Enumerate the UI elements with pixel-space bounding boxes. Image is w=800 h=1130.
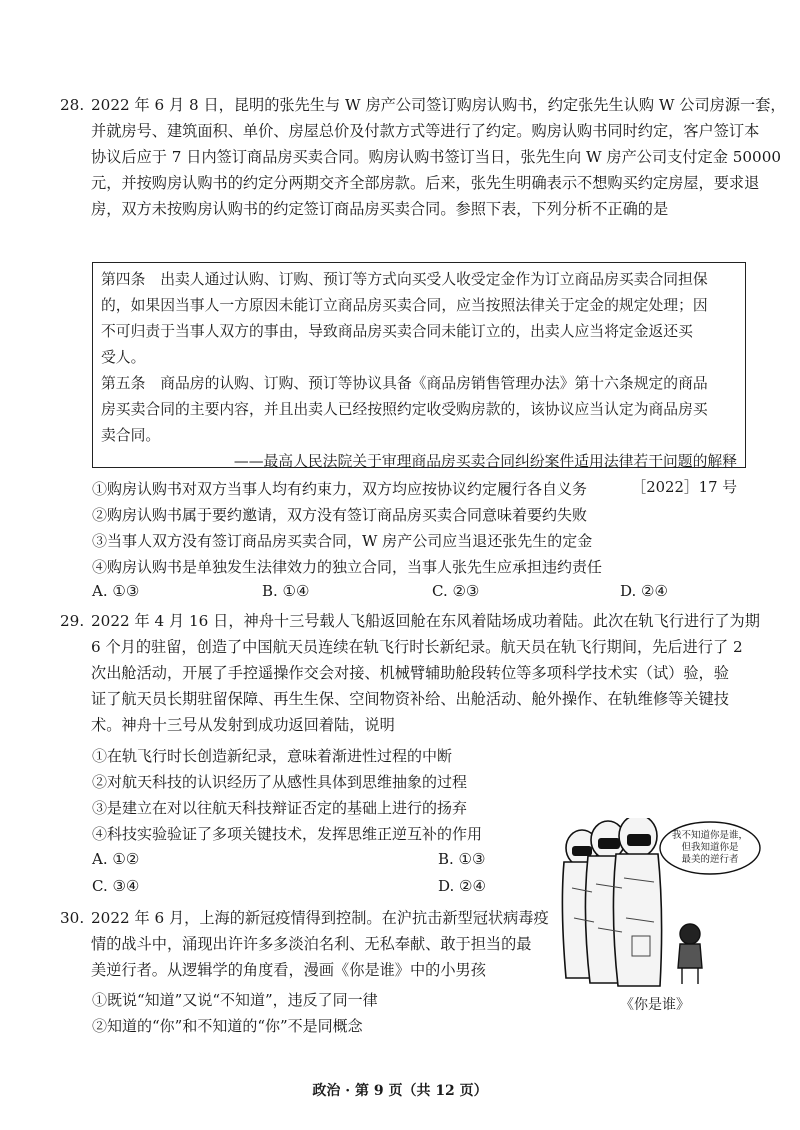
speech-line: 我不知道你是谁， (671, 830, 749, 841)
excerpt-line: 房买卖合同的主要内容，并且出卖人已经按照约定收受购房款的，该协议应当认定为商品房买 (101, 401, 708, 418)
question-number: 28. (60, 96, 85, 114)
speech-line: 但我知道你是 (681, 842, 739, 853)
cartoon-drawing (552, 818, 762, 988)
choice-b: B. ①③ (438, 850, 486, 868)
excerpt-line: 第四条 出卖人通过认购、订购、预订等方式向买受人收受定金作为订立商品房买卖合同担保 (101, 271, 708, 288)
question-text-line: 6 个月的驻留，创造了中国航天员连续在轨飞行时长新纪录。航天员在轨飞行期间，先后进行了 2 (91, 638, 743, 656)
statement-2: ②知道的“你”和不知道的“你”不是同概念 (92, 1017, 363, 1035)
excerpt-source-number: ［2022］17 号 (631, 479, 737, 496)
choice-a: A. ①② (92, 850, 140, 868)
cartoon-illustration (552, 818, 762, 988)
statement-4: ④科技实验验证了多项关键技术，发挥思维正逆互补的作用 (92, 825, 483, 843)
question-text-line: 次出舱活动，开展了手控遥操作交会对接、机械臂辅助舱段转位等多项科学技术实（试）验，验 (91, 664, 729, 682)
cartoon-caption: 《你是谁》 (620, 997, 690, 1013)
speech-line: 最美的逆行者 (681, 854, 739, 865)
statement-1: ①购房认购书对双方当事人均有约束力，双方均应按协议约定履行各自义务 (92, 480, 588, 498)
statement-3: ③是建立在对以往航天科技辩证否定的基础上进行的扬弃 (92, 799, 468, 817)
statement-4: ④购房认购书是单独发生法律效力的独立合同，当事人张先生应承担违约责任 (92, 558, 603, 576)
page-footer: 政治 · 第 9 页（共 12 页） (312, 1083, 488, 1099)
question-text-line: 并就房号、建筑面积、单价、房屋总价及付款方式等进行了约定。购房认购书同时约定，客户签订本 (91, 122, 760, 140)
question-text-line: 2022 年 6 月 8 日，昆明的张先生与 W 房产公司签订购房认购书，约定张先生认购 W 公司房源一套， (91, 96, 786, 114)
question-number: 29. (60, 612, 85, 630)
excerpt-line: 不可归责于当事人双方的事由，导致商品房买卖合同未能订立的，出卖人应当将定金返还买 (101, 323, 693, 340)
excerpt-line: 卖合同。 (101, 427, 161, 444)
question-text-line: 2022 年 4 月 16 日，神舟十三号载人飞船返回舱在东风着陆场成功着陆。此次在轨飞行进行了为期 (91, 612, 760, 630)
choice-c: C. ②③ (432, 582, 480, 600)
question-text-line: 证了航天员长期驻留保障、再生生保、空间物资补给、出舱活动、舱外操作、在轨维修等关键技 (91, 690, 729, 708)
question-number: 30. (60, 909, 85, 927)
excerpt-line: 受人。 (101, 349, 146, 366)
question-text-line: 情的战斗中，涌现出许许多多淡泊名利、无私奉献、敢于担当的最 (91, 935, 532, 953)
excerpt-source: ——最高人民法院关于审理商品房买卖合同纠纷案件适用法律若干问题的解释 (233, 453, 737, 470)
question-text-line: 2022 年 6 月，上海的新冠疫情得到控制。在沪抗击新型冠状病毒疫 (91, 909, 549, 927)
statement-3: ③当事人双方没有签订商品房买卖合同，W 房产公司应当退还张先生的定金 (92, 532, 593, 550)
question-text-line: 元，并按购房认购书的约定分两期交齐全部房款。后来，张先生明确表示不想购买约定房屋，要求退 (91, 174, 760, 192)
question-text-line: 协议后应于 7 日内签订商品房买卖合同。购房认购书签订当日，张先生向 W 房产公司支付定金 50000 (91, 148, 782, 166)
statement-2: ②购房认购书属于要约邀请，双方没有签订商品房买卖合同意味着要约失败 (92, 506, 588, 524)
question-text-line: 美逆行者。从逻辑学的角度看，漫画《你是谁》中的小男孩 (91, 961, 486, 979)
choice-d: D. ②④ (620, 582, 668, 600)
choice-d: D. ②④ (438, 877, 486, 895)
question-text-line: 房，双方未按购房认购书的约定签订商品房买卖合同。参照下表，下列分析不正确的是 (91, 200, 669, 218)
excerpt-line: 的，如果因当事人一方原因未能订立商品房买卖合同，应当按照法律关于定金的规定处理；因 (101, 297, 708, 314)
statement-1: ①在轨飞行时长创造新纪录，意味着渐进性过程的中断 (92, 747, 453, 765)
choice-a: A. ①③ (92, 582, 140, 600)
choice-b: B. ①④ (262, 582, 310, 600)
statement-1: ①既说“知道”又说“不知道”，违反了同一律 (92, 991, 378, 1009)
question-text-line: 术。神舟十三号从发射到成功返回着陆，说明 (91, 716, 395, 734)
statement-2: ②对航天科技的认识经历了从感性具体到思维抽象的过程 (92, 773, 468, 791)
excerpt-line: 第五条 商品房的认购、订购、预订等协议具备《商品房销售管理办法》第十六条规定的商品 (101, 375, 708, 392)
choice-c: C. ③④ (92, 877, 140, 895)
